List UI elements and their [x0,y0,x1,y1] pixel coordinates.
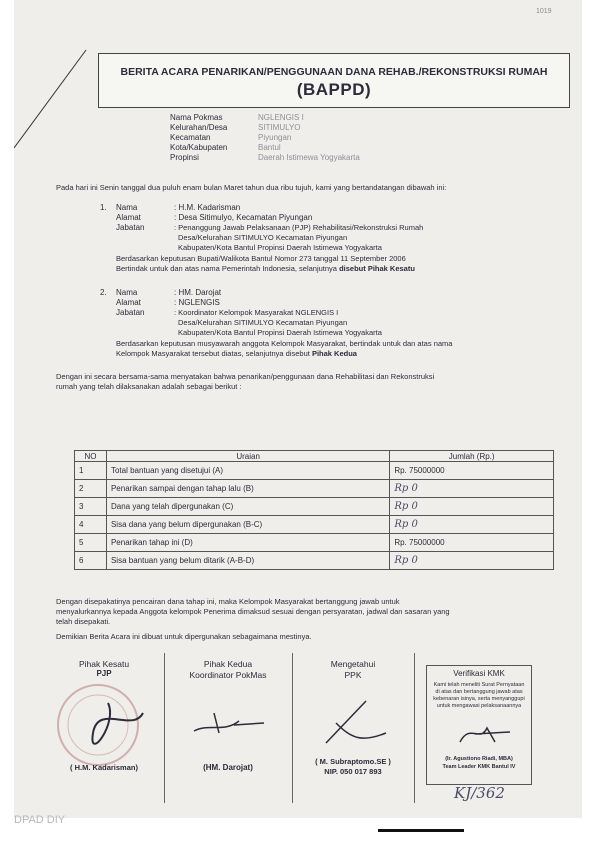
table-row [75,552,554,570]
handwritten-reference: KJ/362 [454,784,505,802]
table-cell-uraian: Sisa dana yang belum dipergunakan (B-C) [106,516,389,534]
sig-nip-mengetahui: NIP. 050 017 893 [324,767,382,776]
signature-darojat [184,703,274,743]
fund-table [74,450,554,570]
party2-jabatan-line2: Desa/Kelurahan SITIMULYO Kecamatan Piyungan [178,318,348,327]
sig-title-mengetahui: Mengetahui [330,659,376,669]
sig-name-pihak-kesatu: ( H.M. Kadarisman) [70,763,138,772]
table-header-jumlah: Jumlah (Rp.) [390,451,554,462]
party2-alamat: : NGLENGIS [174,298,220,307]
identity-label-nama-pokmas: Nama Pokmas [170,113,223,122]
table-row [75,462,554,480]
party1-jabatan-line1: : Penanggung Jawab Pelaksanaan (PJP) Rehabilitasi/Rekonstruksi Rumah [174,223,424,232]
identity-label-kecamatan: Kecamatan [170,133,211,142]
statement-line1: Dengan ini secara bersama-sama menyatakan bahwa penarikan/penggunaan dana Rehabilitasi dan Rekonstruksi [56,372,435,381]
table-cell-no: 3 [75,498,107,516]
party2-label-jabatan: Jabatan [116,308,145,317]
closing-line2: menyalurkannya kepada Anggota kelompok Penerima dimaksud sesuai dengan persyaratan, jadwal dan sasaran yang [56,607,450,616]
verifikasi-kmk-box [426,665,532,785]
sig-role-verifikasi: Team Leader KMK Bantul IV [442,764,516,770]
identity-label-kabupaten: Kota/Kabupaten [170,143,228,152]
party2-jabatan-line1: : Koordinator Kelompok Masyarakat NGLENGIS I [174,308,339,317]
signature-pihak-kedua [164,653,293,803]
table-row [75,516,554,534]
table-cell-no: 1 [75,462,107,480]
table-cell-jumlah: Rp. 75000000 [390,534,554,552]
party1-jabatan-line3: Kabupaten/Kota Bantul Propinsi Daerah Istimewa Yogyakarta [178,243,382,252]
party1-nama: : H.M. Kadarisman [174,203,241,212]
signature-block [44,653,554,803]
sig-subtitle-ppk: PPK [344,670,362,680]
archive-watermark: DPAD DIY [14,814,66,826]
closing-line4: Demikian Berita Acara ini dibuat untuk dipergunakan sebagaimana mestinya. [56,632,312,641]
corner-fold-line [14,0,94,150]
party2-label-alamat: Alamat [116,298,141,307]
table-cell-jumlah: Rp 0 [390,516,554,534]
table-cell-jumlah: Rp 0 [390,480,554,498]
table-cell-uraian: Penarikan sampai dengan tahap lalu (B) [106,480,389,498]
document-sheet [14,0,582,818]
signature-kmk [455,718,515,748]
verifikasi-statement: Kami telah meneliti Surat Pernyataan di atas dan bertanggung jawab atas kebenaran isinya, serta menyanggupi untuk mengawasi pelaksanaannya [433,682,525,709]
statement-line2: rumah yang telah dilaksanakan adalah sebagai berikut : [56,382,242,391]
title-box [98,53,570,108]
party1-label-nama: Nama [116,203,138,212]
table-header-no: NO [75,451,107,462]
table-header-row [75,451,554,462]
identity-value-kabupaten: Bantul [258,143,281,152]
table-cell-jumlah: Rp 0 [390,552,554,570]
signature-ppk [316,693,396,753]
sig-name-pihak-kedua: (HM. Darojat) [203,763,253,772]
table-row [75,498,554,516]
party2-acting-text: Kelompok Masyarakat tersebut diatas, selanjutnya disebut [116,349,310,358]
party2-nama: : HM. Darojat [174,288,222,297]
party1-label-jabatan: Jabatan [116,223,145,232]
table-cell-no: 6 [75,552,107,570]
intro-text: Pada hari ini Senin tanggal dua puluh enam bulan Maret tahun dua ribu tujuh, kami yang bertandatangan dibawah ini: [56,183,447,192]
identity-value-nama-pokmas: NGLENGIS I [258,113,304,122]
sig-title-verifikasi: Verifikasi KMK [453,669,505,678]
table-row [75,480,554,498]
table-cell-no: 5 [75,534,107,552]
identity-value-propinsi: Daerah Istimewa Yogyakarta [258,153,360,162]
identity-label-desa: Kelurahan/Desa [170,123,228,132]
document-abbreviation: (BAPPD) [296,80,372,99]
party1-label-alamat: Alamat [116,213,141,222]
party2-basis: Berdasarkan keputusan musyawarah anggota Kelompok Masyarakat, bertindak untuk dan atas nama [116,339,453,348]
closing-line3: telah disepakati. [56,617,111,626]
party2-acting [116,349,357,359]
table-row [75,534,554,552]
party1-alias: disebut Pihak Kesatu [339,264,415,273]
signature-mengetahui [292,653,415,803]
party2-alias: Pihak Kedua [311,349,357,358]
party1-number: 1. [100,203,107,212]
signature-pihak-kesatu [44,653,165,803]
document-title: BERITA ACARA PENARIKAN/PENGGUNAAN DANA REHAB./REKONSTRUKSI RUMAH [120,66,548,78]
party1-alamat: : Desa Sitimulyo, Kecamatan Piyungan [174,213,313,222]
table-header-uraian: Uraian [106,451,389,462]
signature-verifikasi [414,653,554,803]
sig-name-verifikasi: (Ir. Agustiono Riadi, MBA) [445,756,513,762]
party2-number: 2. [100,288,107,297]
table-cell-uraian: Dana yang telah dipergunakan (C) [106,498,389,516]
party1-acting-text: Bertindak untuk dan atas nama Pemerintah Indonesia, selanjutnya [116,264,337,273]
sig-title-pihak-kedua: Pihak Kedua [203,659,253,669]
party1-acting [116,264,415,274]
identity-value-kecamatan: Piyungan [258,133,292,142]
table-cell-jumlah: Rp 0 [390,498,554,516]
identity-label-propinsi: Propinsi [170,153,199,162]
sig-subtitle-pjp: PJP [96,669,112,678]
sig-name-mengetahui: ( M. Subraptomo.SE ) [315,757,391,766]
table-cell-no: 4 [75,516,107,534]
identity-value-desa: SITIMULYO [258,123,301,132]
sig-subtitle-koordinator: Koordinator PokMas [189,670,267,680]
party2-label-nama: Nama [116,288,138,297]
table-cell-uraian: Penarikan tahap ini (D) [106,534,389,552]
party1-basis: Berdasarkan keputusan Bupati/Walikota Bantul Nomor 273 tanggal 11 September 2006 [116,254,406,263]
table-cell-no: 2 [75,480,107,498]
party2-jabatan-line3: Kabupaten/Kota Bantul Propinsi Daerah Istimewa Yogyakarta [178,328,382,337]
table-cell-uraian: Sisa bantuan yang belum ditarik (A-B-D) [106,552,389,570]
sig-title-pihak-kesatu: Pihak Kesatu [78,659,130,669]
bottom-bar [378,829,464,832]
table-cell-jumlah: Rp. 75000000 [390,462,554,480]
table-cell-uraian: Total bantuan yang disetujui (A) [106,462,389,480]
page-number: 1019 [536,8,552,15]
closing-line1: Dengan disepakatinya pencairan dana tahap ini, maka Kelompok Masyarakat bertanggung jawab untuk [56,597,400,606]
party1-jabatan-line2: Desa/Kelurahan SITIMULYO Kecamatan Piyungan [178,233,348,242]
